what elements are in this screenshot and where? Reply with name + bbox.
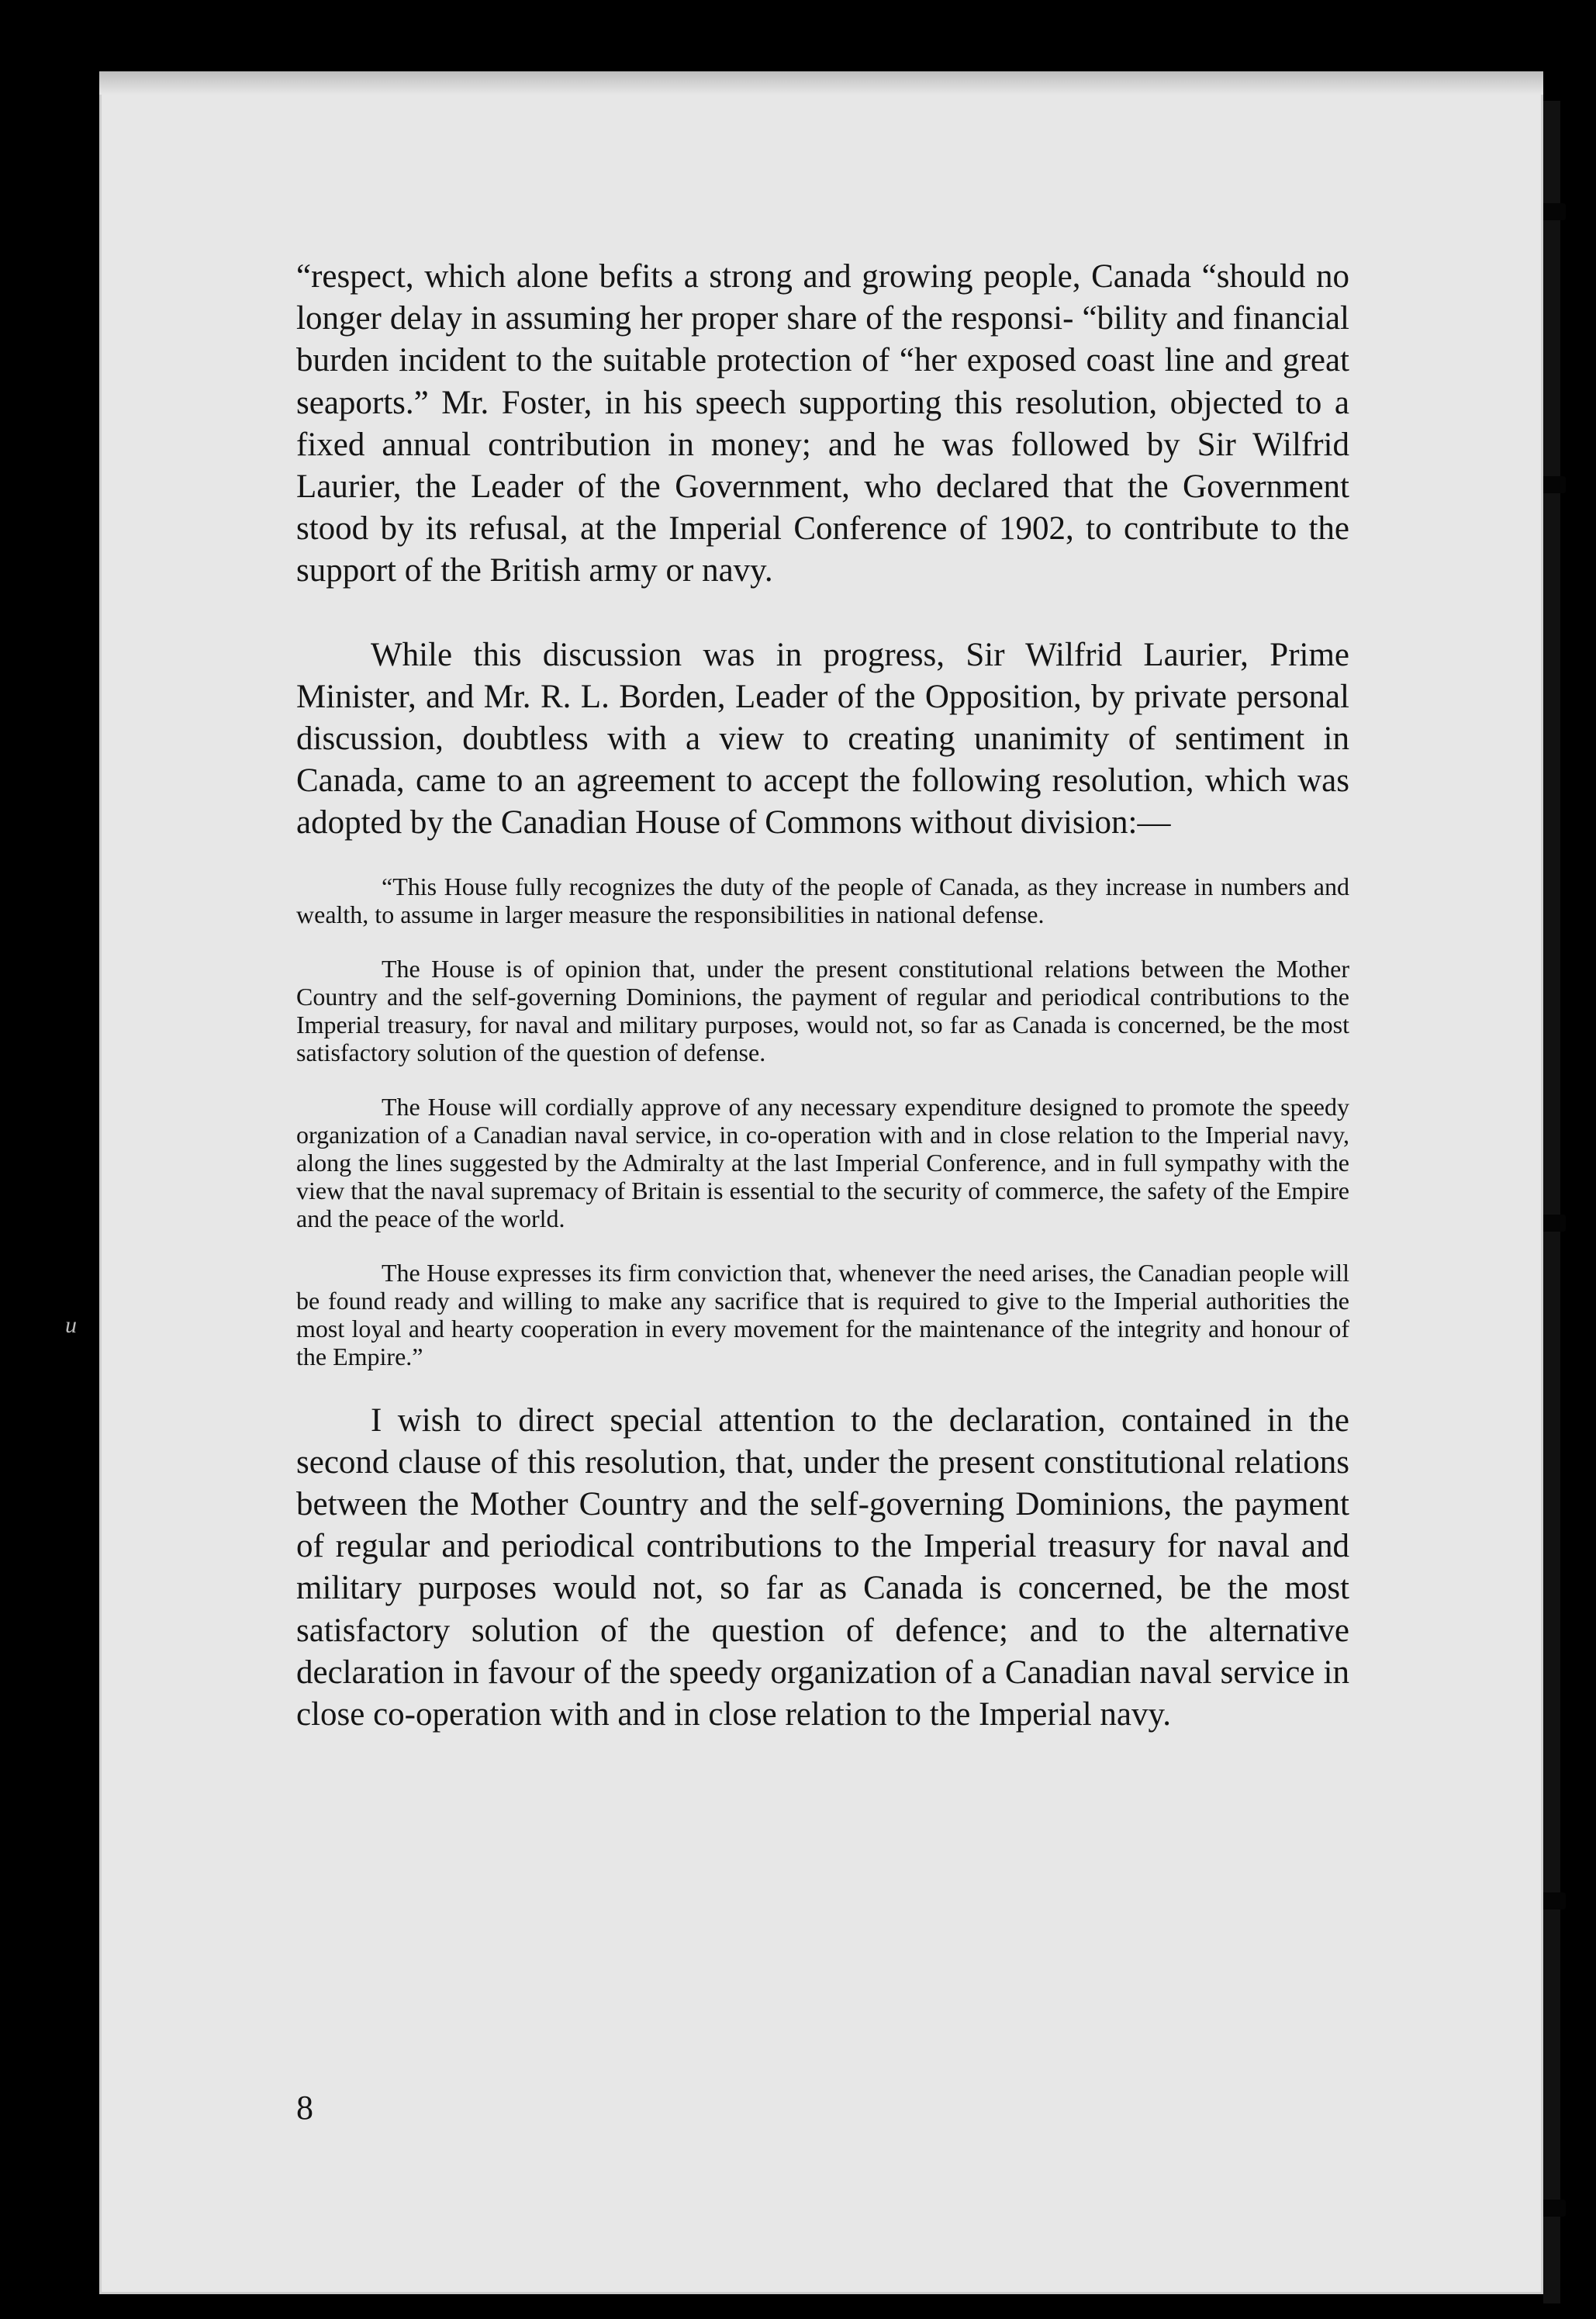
body-paragraph: While this discussion was in progress, Sir Wilfrid Laurier, Prime Minister, and Mr. R. L. Borden, Leader of the Opposition, by private personal discussion, doubtless with a view to creating unanimity of sentiment in Canada, came to an agreement to accept the following resolution, which was adopted by the Canadian House of Commons without division:— — [296, 636, 1349, 842]
page-body — [296, 256, 1349, 1736]
binding-clip — [1539, 203, 1566, 220]
resolution-clause: The House expresses its firm conviction that, whenever the need arises, the Canadian people will be found ready and willing to make any sacrifice that is required to give to the Imperial authorities the most loyal and hearty cooperation in every movement for the maintenance of the integrity and honour of the Empire.” — [296, 1258, 1349, 1370]
book-binding-edge — [1543, 101, 1560, 2303]
binding-clip — [1539, 1892, 1566, 1909]
resolution-clause: The House is of opinion that, under the present constitutional relations between the Mother Country and the self-governing Dominions, the payment of regular and periodical contributions to the Imperial treasury, for naval and military purposes, would not, so far as Canada is concerned, be the most satisfactory solution of the question of defense. — [296, 954, 1349, 1066]
resolution-clause: “This House fully recognizes the duty of the people of Canada, as they increase in numbers and wealth, to assume in larger measure the responsibilities in national defense. — [296, 872, 1349, 928]
binding-clip — [1539, 476, 1566, 493]
body-paragraph: I wish to direct special attention to the declaration, contained in the second clause of this resolution, that, under the present constitutional relations between the Mother Country and the self-governing Dominions, the payment of regular and periodical contributions to the Imperial treasury for naval and military purposes would not, so far as Canada is concerned, be the most satisfactory solution of the question of defence; and to the alternative declaration in favour of the speedy organization of a Canadian naval service in close co-operation with and in close relation to the Imperial navy. — [296, 1401, 1349, 1733]
page-number: 8 — [296, 2089, 313, 2127]
body-paragraph: “respect, which alone befits a strong and growing people, Canada “should no longer delay in assuming her proper share of the responsi- “bility and financial burden incident to the suitable protection of “her exposed coast line and great seaports.” Mr. Foster, in his speech supporting this resolution, objected to a fixed annual contribution in money; and he was followed by Sir Wilfrid Laurier, the Leader of the Government, who declared that the Government stood by its refusal, at the Imperial Conference of 1902, to contribute to the support of the British army or navy. — [296, 258, 1349, 589]
resolution-clause: The House will cordially approve of any necessary expenditure designed to promote the speedy organization of a Canadian naval service, in co-operation with and in close relation to the Imperial navy, along the lines suggested by the Admiralty at the last Imperial Conference, and in full sympathy with the view that the naval supremacy of Britain is essential to the security of commerce, the safety of the Empire and the peace of the world. — [296, 1092, 1349, 1232]
binding-clip — [1539, 1215, 1566, 1232]
quoted-resolution — [296, 873, 1349, 1370]
binding-clip — [1539, 2200, 1566, 2217]
margin-mark: u — [65, 1312, 77, 1338]
